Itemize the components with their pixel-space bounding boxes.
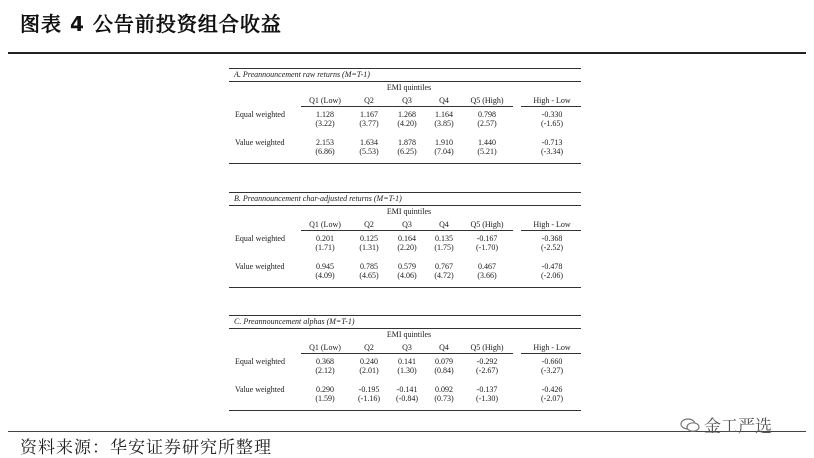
tstat-cell: (6.25) xyxy=(397,147,417,156)
column-header: Q1 (Low) xyxy=(309,96,341,105)
row-label: Value weighted xyxy=(235,262,285,271)
column-header: Q3 xyxy=(402,343,412,352)
coefficient-cell: -0.167 xyxy=(476,234,498,243)
coefficient-cell: 1.268 xyxy=(398,110,416,119)
column-header: Q1 (Low) xyxy=(309,220,341,229)
coefficient-cell: -0.141 xyxy=(396,385,418,394)
coefficient-cell: -0.137 xyxy=(476,385,498,394)
table-row xyxy=(229,354,581,382)
coefficient-cell: 0.240 xyxy=(360,357,378,366)
tstat-cell: (2.57) xyxy=(477,119,497,128)
coefficient-cell: -0.713 xyxy=(541,138,563,147)
tstat-cell: (3.22) xyxy=(315,119,335,128)
column-header: Q2 xyxy=(364,220,374,229)
column-header: Q4 xyxy=(439,343,449,352)
column-header: Q3 xyxy=(402,96,412,105)
panel-bottom-rule xyxy=(229,287,581,288)
row-label: Value weighted xyxy=(235,138,285,147)
coefficient-cell: 0.798 xyxy=(478,110,496,119)
coefficient-cell: -0.368 xyxy=(541,234,563,243)
coefficient-cell: -0.195 xyxy=(358,385,380,394)
watermark-text: 金工严选 xyxy=(704,417,772,437)
coefficient-cell: 0.092 xyxy=(435,385,453,394)
tstat-cell: (-2.67) xyxy=(476,366,498,375)
tstat-cell: (6.86) xyxy=(315,147,335,156)
coefficient-cell: 1.910 xyxy=(435,138,453,147)
panel-a xyxy=(229,68,581,164)
row-label: Equal weighted xyxy=(235,110,285,119)
tstat-cell: (-1.16) xyxy=(358,394,380,403)
column-header: High - Low xyxy=(533,96,571,105)
coefficient-cell: 0.785 xyxy=(360,262,378,271)
coefficient-cell: 0.125 xyxy=(360,234,378,243)
tstat-cell: (-1.30) xyxy=(476,394,498,403)
coefficient-cell: 1.634 xyxy=(360,138,378,147)
tstat-cell: (-3.27) xyxy=(541,366,563,375)
group-header-row xyxy=(229,81,581,94)
tstat-cell: (3.77) xyxy=(359,119,379,128)
group-header: EMI quintiles xyxy=(386,330,432,339)
column-header: Q5 (High) xyxy=(470,220,504,229)
table-row xyxy=(229,231,581,259)
tstat-cell: (0.73) xyxy=(434,394,454,403)
column-header: Q4 xyxy=(439,96,449,105)
tstat-cell: (1.31) xyxy=(359,243,379,252)
group-header: EMI quintiles xyxy=(386,83,432,92)
tstat-cell: (0.84) xyxy=(434,366,454,375)
coefficient-cell: -0.330 xyxy=(541,110,563,119)
header-rule xyxy=(8,52,806,54)
tstat-cell: (7.04) xyxy=(434,147,454,156)
table-row xyxy=(229,382,581,410)
coefficient-cell: 0.079 xyxy=(435,357,453,366)
group-header-row xyxy=(229,205,581,218)
coefficient-cell: -0.292 xyxy=(476,357,498,366)
tstat-cell: (2.20) xyxy=(397,243,417,252)
tstat-cell: (3.85) xyxy=(434,119,454,128)
coefficient-cell: 0.290 xyxy=(316,385,334,394)
wechat-icon xyxy=(680,418,700,432)
column-header: Q2 xyxy=(364,96,374,105)
panel-bottom-rule xyxy=(229,410,581,411)
coefficient-cell: 1.167 xyxy=(360,110,378,119)
coefficient-cell: -0.478 xyxy=(541,262,563,271)
table-row xyxy=(229,259,581,287)
tstat-cell: (1.71) xyxy=(315,243,335,252)
panel-title: B. Preannouncement char-adjusted returns (M=T-1) xyxy=(229,192,581,205)
coefficient-cell: 1.878 xyxy=(398,138,416,147)
row-label: Value weighted xyxy=(235,385,285,394)
column-header: Q5 (High) xyxy=(470,96,504,105)
column-header: Q5 (High) xyxy=(470,343,504,352)
coefficient-cell: 0.368 xyxy=(316,357,334,366)
tstat-cell: (2.12) xyxy=(315,366,335,375)
coefficient-cell: 1.440 xyxy=(478,138,496,147)
coefficient-cell: 1.128 xyxy=(316,110,334,119)
page-title: 图表 4 公告前投资组合收益 xyxy=(20,12,282,36)
column-header-row xyxy=(229,218,581,231)
coefficient-cell: 0.141 xyxy=(398,357,416,366)
coefficient-cell: 0.135 xyxy=(435,234,453,243)
tstat-cell: (5.21) xyxy=(477,147,497,156)
source-note: 资料来源：华安证券研究所整理 xyxy=(20,438,272,458)
coefficient-cell: 0.579 xyxy=(398,262,416,271)
row-label: Equal weighted xyxy=(235,357,285,366)
column-header: Q2 xyxy=(364,343,374,352)
panel-bottom-rule xyxy=(229,163,581,164)
panel-c xyxy=(229,315,581,411)
group-header-row xyxy=(229,328,581,341)
coefficient-cell: 1.164 xyxy=(435,110,453,119)
tstat-cell: (1.30) xyxy=(397,366,417,375)
row-label: Equal weighted xyxy=(235,234,285,243)
watermark xyxy=(680,412,772,437)
column-header-row xyxy=(229,341,581,354)
tstat-cell: (-1.70) xyxy=(476,243,498,252)
column-header: Q1 (Low) xyxy=(309,343,341,352)
tstat-cell: (4.65) xyxy=(359,271,379,280)
tstat-cell: (4.20) xyxy=(397,119,417,128)
tstat-cell: (-2.07) xyxy=(541,394,563,403)
column-header: Q3 xyxy=(402,220,412,229)
coefficient-cell: -0.660 xyxy=(541,357,563,366)
column-header: Q4 xyxy=(439,220,449,229)
tstat-cell: (5.53) xyxy=(359,147,379,156)
coefficient-cell: 0.467 xyxy=(478,262,496,271)
tstat-cell: (4.72) xyxy=(434,271,454,280)
tstat-cell: (-1.65) xyxy=(541,119,563,128)
panel-title: C. Preannouncement alphas (M=T-1) xyxy=(229,315,581,328)
tstat-cell: (1.75) xyxy=(434,243,454,252)
coefficient-cell: 0.201 xyxy=(316,234,334,243)
panel-b xyxy=(229,192,581,288)
tstat-cell: (2.01) xyxy=(359,366,379,375)
coefficient-cell: 2.153 xyxy=(316,138,334,147)
column-header: High - Low xyxy=(533,220,571,229)
tstat-cell: (-3.34) xyxy=(541,147,563,156)
panel-title: A. Preannouncement raw returns (M=T-1) xyxy=(229,68,581,81)
column-header: High - Low xyxy=(533,343,571,352)
tstat-cell: (1.59) xyxy=(315,394,335,403)
tstat-cell: (3.66) xyxy=(477,271,497,280)
tstat-cell: (4.09) xyxy=(315,271,335,280)
coefficient-cell: 0.164 xyxy=(398,234,416,243)
coefficient-cell: -0.426 xyxy=(541,385,563,394)
coefficient-cell: 0.945 xyxy=(316,262,334,271)
table-row xyxy=(229,135,581,163)
column-header-row xyxy=(229,94,581,107)
tstat-cell: (4.06) xyxy=(397,271,417,280)
table-row xyxy=(229,107,581,135)
group-header: EMI quintiles xyxy=(386,207,432,216)
tstat-cell: (-2.52) xyxy=(541,243,563,252)
tstat-cell: (-0.84) xyxy=(396,394,418,403)
tstat-cell: (-2.06) xyxy=(541,271,563,280)
coefficient-cell: 0.767 xyxy=(435,262,453,271)
